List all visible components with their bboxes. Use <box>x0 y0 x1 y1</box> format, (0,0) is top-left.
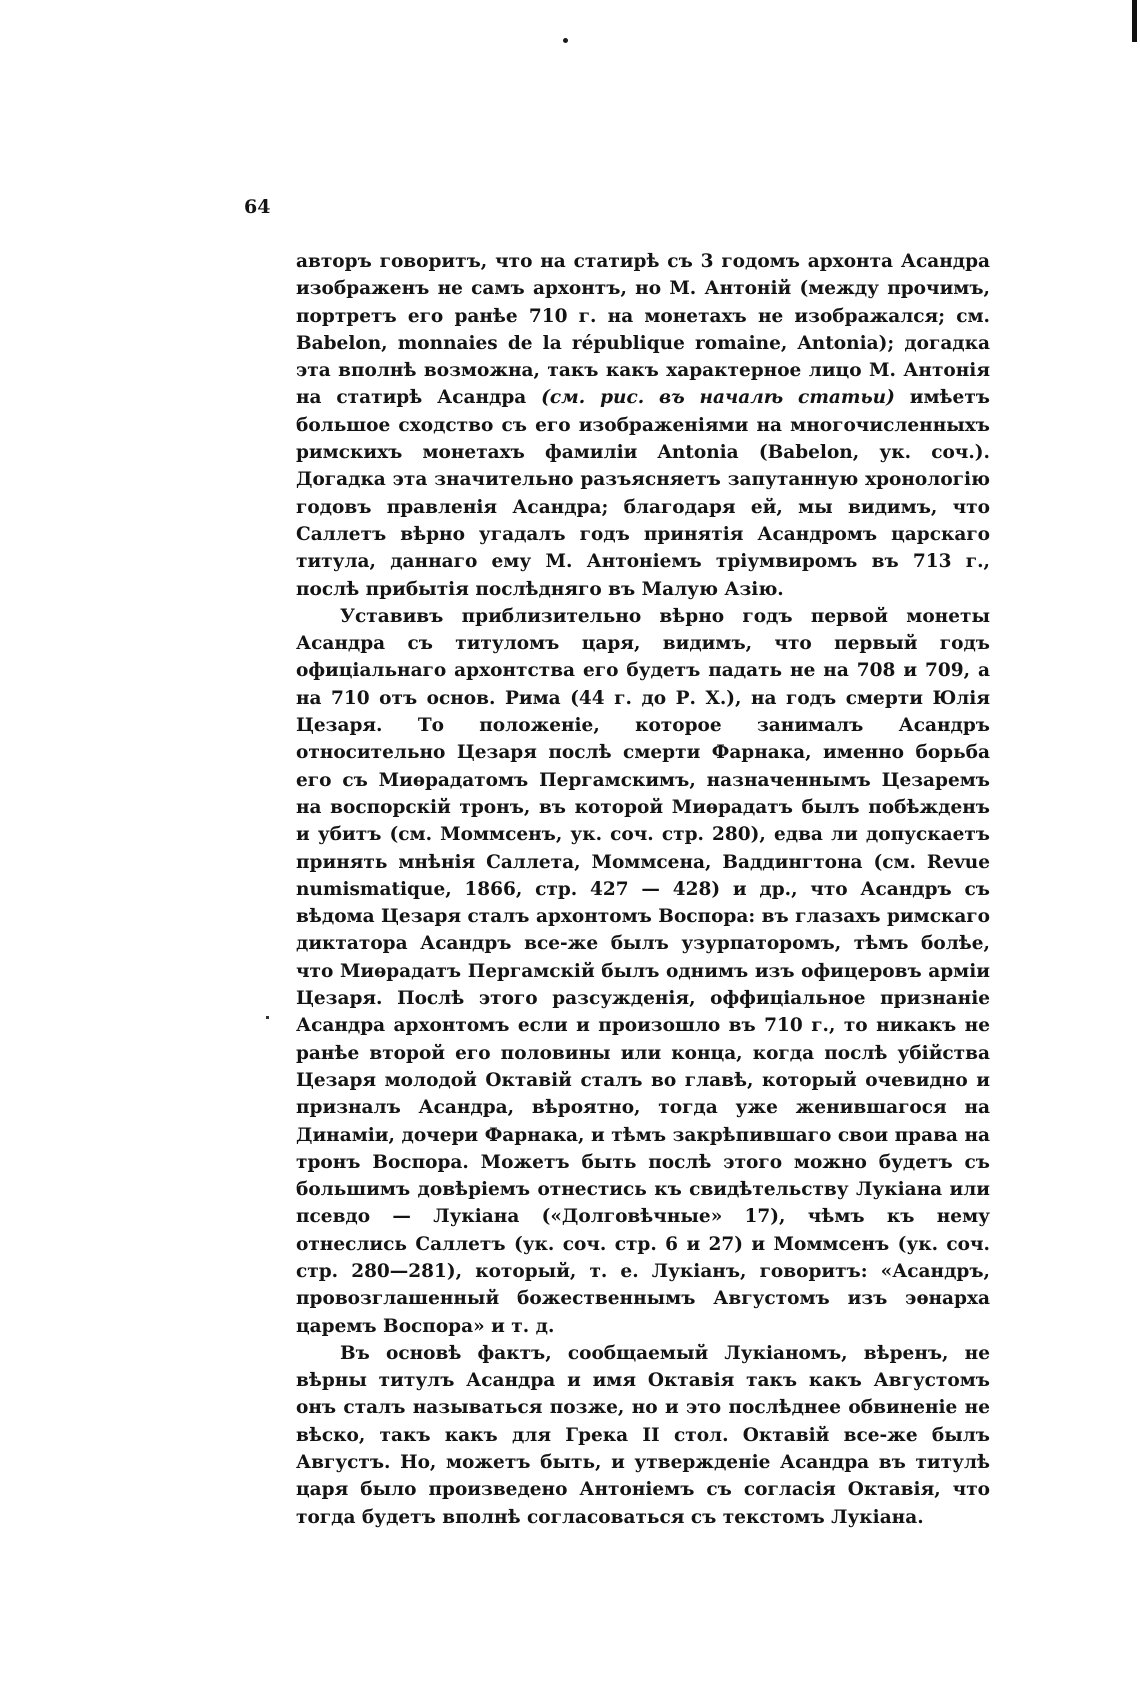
paragraph-1-end: имѣетъ большое сходство съ его изображеніями на многочисленныхъ римскихъ монетахъ фамиліи Antonia (Babelon, ук. соч.). Догадка эта значительно разъясняетъ запутанную хронологію годовъ правленія Асандра; благодаря ей, мы видимъ, что Саллетъ вѣрно угадалъ годъ принятія Асандромъ царскаго титула, даннаго ему М. Антоніемъ тріумвиромъ въ 713 г., послѣ прибытія послѣдняго въ Малую Азію. <box>296 387 990 600</box>
scan-edge-bar <box>1132 0 1137 42</box>
scan-dot-mark <box>563 38 568 43</box>
body-text <box>296 248 990 1531</box>
page-number: 64 <box>244 196 271 218</box>
paragraph-3: Въ основѣ фактъ, сообщаемый Лукіаномъ, вѣренъ, не вѣрны титулъ Асандра и имя Октавія такъ какъ Августомъ онъ сталъ называться позже, но и это послѣднее обвиненіе не вѣско, такъ какъ для Грека II стол. Октавій все-же былъ Августъ. Но, можетъ быть, и утвержденіе Асандра въ титулѣ царя было произведено Антоніемъ съ согласія Октавія, что тогда будетъ вполнѣ согласоваться съ текстомъ Лукіана. <box>296 1342 990 1528</box>
paragraph-1 <box>296 248 990 603</box>
paragraph-2: Уставивъ приблизительно вѣрно годъ первой монеты Асандра съ титуломъ царя, видимъ, что первый годъ офиціальнаго архонтства его будетъ падать не на 708 и 709, а на 710 отъ основ. Рима (44 г. до Р. Х.), на годъ смерти Юлія Цезаря. То положеніе, которое занималъ Асандръ относительно Цезаря послѣ смерти Фарнака, именно борьба его съ Миѳрадатомъ Пергамскимъ, назначеннымъ Цезаремъ на воспорскій тронъ, въ которой Миѳрадатъ былъ побѣжденъ и убитъ (см. Моммсенъ, ук. соч. стр. 280), едва ли допускаетъ принять мнѣнія Саллета, Моммсена, Ваддингтона (см. Revue numismatique, 1866, стр. 427 — 428) и др., что Асандръ съ вѣдома Цезаря сталъ архонтомъ Воспора: въ глазахъ римскаго диктатора Асандръ все-же былъ узурпаторомъ, тѣмъ болѣе, что Миѳрадатъ Пергамскій былъ однимъ изъ офицеровъ арміи Цезаря. Послѣ этого разсужденія, оффиціальное признаніе Асандра архонтомъ если и произошло въ 710 г., то никакъ не ранѣе второй его половины или конца, когда послѣ убійства Цезаря молодой Октавій сталъ во главѣ, который очевидно и призналъ Асандра, вѣроятно, тогда уже женившагося на Динаміи, дочери Фарнака, и тѣмъ закрѣпившаго свои права на тронъ Воспора. Можетъ быть послѣ этого можно будетъ съ большимъ довѣріемъ отнестись къ свидѣтельству Лукіана или псевдо — Лукіана («Долговѣчные» 17), чѣмъ къ нему отнеслись Саллетъ (ук. соч. стр. 6 и 27) и Моммсенъ (ук. соч. стр. 280—281), который, т. е. Лукіанъ, говоритъ: «Асандръ, провозглашенный божественнымъ Августомъ изъ эѳнарха царемъ Воспора» и т. д. <box>296 605 990 1337</box>
paragraph-1-start: авторъ говоритъ, что на статирѣ съ 3 годомъ архонта Асандра изображенъ не самъ архонтъ, но М. Антоній (между прочимъ, портретъ его ранѣе 710 г. на монетахъ не изображался; см. Babelon, monnaies de la république romaine, Antonia); догадка эта вполнѣ возможна, такъ какъ характерное лицо М. Антонія на статирѣ Асандра <box>296 251 990 409</box>
paragraph-1-italic-reference: (см. рис. въ началѣ статьи) <box>541 387 895 409</box>
scan-margin-speck <box>266 1016 269 1019</box>
